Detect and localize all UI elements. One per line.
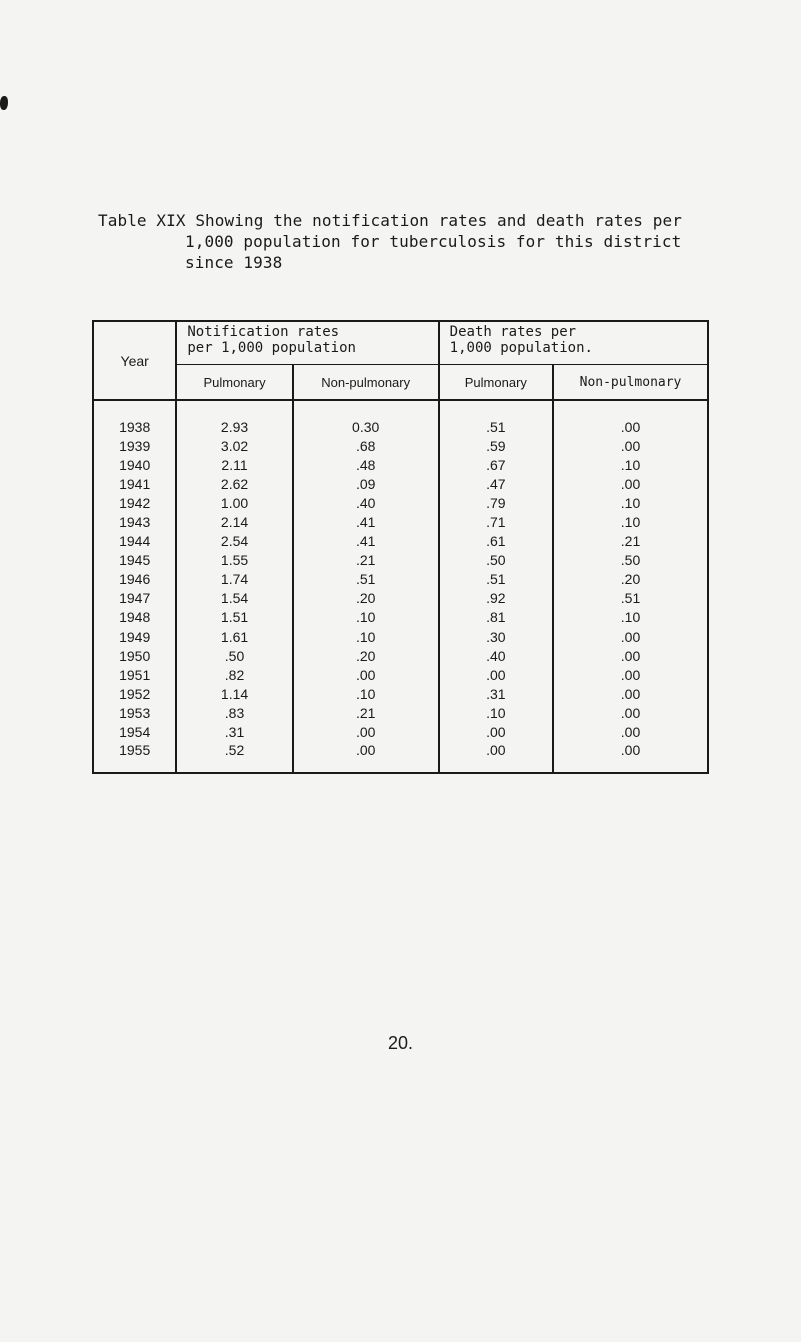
notif-pulmonary-cell: 1.51 — [176, 608, 292, 627]
table-row — [93, 627, 708, 646]
death-rates-header — [439, 321, 708, 365]
death-nonpulmonary-cell: .00 — [553, 627, 708, 646]
notif-pulmonary-cell: 1.74 — [176, 570, 292, 589]
year-cell: 1938 — [93, 417, 176, 436]
notif-pulmonary-cell: .31 — [176, 723, 292, 742]
notif-nonpulmonary-header: Non-pulmonary — [293, 365, 439, 401]
notification-header-line-2: per 1,000 population — [187, 340, 356, 356]
year-cell: 1942 — [93, 493, 176, 512]
death-nonpulmonary-cell: .00 — [553, 723, 708, 742]
page-number: 20. — [387, 1033, 414, 1053]
death-pulmonary-cell: .79 — [439, 493, 553, 512]
table-row — [93, 455, 708, 474]
tuberculosis-rates-table — [92, 320, 709, 774]
death-pulmonary-cell: .67 — [439, 455, 553, 474]
notif-nonpulmonary-cell: .41 — [293, 512, 439, 531]
death-pulmonary-cell: .81 — [439, 608, 553, 627]
year-cell: 1946 — [93, 570, 176, 589]
year-cell: 1945 — [93, 551, 176, 570]
notif-nonpulmonary-cell: .10 — [293, 627, 439, 646]
table-caption — [98, 210, 728, 273]
notif-nonpulmonary-cell: .09 — [293, 474, 439, 493]
year-cell: 1953 — [93, 703, 176, 722]
death-nonpulmonary-cell: .00 — [553, 684, 708, 703]
notif-nonpulmonary-cell: .00 — [293, 665, 439, 684]
notif-pulmonary-cell: 1.61 — [176, 627, 292, 646]
notif-pulmonary-cell: 1.00 — [176, 493, 292, 512]
notif-nonpulmonary-cell: .48 — [293, 455, 439, 474]
death-pulmonary-cell: .00 — [439, 665, 553, 684]
notif-nonpulmonary-cell: .00 — [293, 723, 439, 742]
notif-nonpulmonary-cell: .21 — [293, 703, 439, 722]
death-nonpulmonary-cell: .10 — [553, 455, 708, 474]
table-row — [93, 436, 708, 455]
year-cell: 1950 — [93, 646, 176, 665]
table-row — [93, 551, 708, 570]
scan-ink-mark — [0, 96, 8, 110]
notif-nonpulmonary-cell: .40 — [293, 493, 439, 512]
death-pulmonary-cell: .59 — [439, 436, 553, 455]
table-row — [93, 665, 708, 684]
notif-nonpulmonary-cell: .10 — [293, 684, 439, 703]
table-row — [93, 512, 708, 531]
table-row — [93, 417, 708, 436]
table-row — [93, 723, 708, 742]
table-row — [93, 646, 708, 665]
table-row — [93, 684, 708, 703]
notification-header-line-1: Notification rates — [187, 324, 340, 340]
year-cell: 1955 — [93, 742, 176, 773]
table-row — [93, 532, 708, 551]
death-nonpulmonary-cell: .20 — [553, 570, 708, 589]
death-nonpulmonary-cell: .00 — [553, 436, 708, 455]
death-pulmonary-cell: .51 — [439, 570, 553, 589]
death-pulmonary-cell: .51 — [439, 417, 553, 436]
death-nonpulmonary-cell: .10 — [553, 512, 708, 531]
notif-nonpulmonary-cell: .68 — [293, 436, 439, 455]
notif-nonpulmonary-cell: .51 — [293, 570, 439, 589]
table-row — [93, 608, 708, 627]
death-pulmonary-cell: .10 — [439, 703, 553, 722]
death-pulmonary-cell: .50 — [439, 551, 553, 570]
notif-nonpulmonary-cell: .20 — [293, 589, 439, 608]
notification-rates-header — [176, 321, 438, 365]
death-nonpulmonary-cell: .50 — [553, 551, 708, 570]
notif-pulmonary-cell: 2.11 — [176, 455, 292, 474]
notif-pulmonary-cell: 3.02 — [176, 436, 292, 455]
year-cell: 1944 — [93, 532, 176, 551]
death-nonpulmonary-cell: .10 — [553, 493, 708, 512]
death-nonpulmonary-cell: .00 — [553, 703, 708, 722]
death-nonpulmonary-cell: .10 — [553, 608, 708, 627]
death-nonpulmonary-header: Non-pulmonary — [553, 365, 708, 401]
death-nonpulmonary-cell: .51 — [553, 589, 708, 608]
death-nonpulmonary-cell: .00 — [553, 742, 708, 773]
death-pulmonary-cell: .00 — [439, 742, 553, 773]
year-cell: 1941 — [93, 474, 176, 493]
death-header-line-2: 1,000 population. — [449, 340, 593, 356]
notif-pulmonary-cell: .50 — [176, 646, 292, 665]
death-pulmonary-cell: .61 — [439, 532, 553, 551]
caption-line-2: 1,000 population for tuberculosis for this district — [185, 232, 682, 251]
year-cell: 1947 — [93, 589, 176, 608]
table-row — [93, 474, 708, 493]
death-nonpulmonary-cell: .00 — [553, 665, 708, 684]
year-column-header: Year — [93, 321, 176, 400]
death-pulmonary-cell: .71 — [439, 512, 553, 531]
notif-pulmonary-cell: .52 — [176, 742, 292, 773]
notif-pulmonary-cell: 2.93 — [176, 417, 292, 436]
death-pulmonary-cell: .30 — [439, 627, 553, 646]
notif-nonpulmonary-cell: 0.30 — [293, 417, 439, 436]
death-nonpulmonary-cell: .00 — [553, 474, 708, 493]
table-row — [93, 742, 708, 773]
year-cell: 1951 — [93, 665, 176, 684]
year-cell: 1954 — [93, 723, 176, 742]
notif-pulmonary-cell: 1.14 — [176, 684, 292, 703]
notif-nonpulmonary-cell: .10 — [293, 608, 439, 627]
notif-pulmonary-cell: 1.55 — [176, 551, 292, 570]
notif-nonpulmonary-cell: .20 — [293, 646, 439, 665]
year-cell: 1949 — [93, 627, 176, 646]
spacer-row — [93, 400, 708, 417]
table-row — [93, 493, 708, 512]
death-pulmonary-cell: .92 — [439, 589, 553, 608]
notif-pulmonary-cell: 2.62 — [176, 474, 292, 493]
notif-pulmonary-header: Pulmonary — [176, 365, 292, 401]
death-pulmonary-cell: .40 — [439, 646, 553, 665]
death-nonpulmonary-cell: .00 — [553, 417, 708, 436]
notif-pulmonary-cell: 2.54 — [176, 532, 292, 551]
notif-pulmonary-cell: 2.14 — [176, 512, 292, 531]
death-header-line-1: Death rates per — [449, 324, 577, 340]
caption-line-1: Table XIX Showing the notification rates and death rates per — [98, 211, 682, 230]
notif-nonpulmonary-cell: .00 — [293, 742, 439, 773]
notif-nonpulmonary-cell: .21 — [293, 551, 439, 570]
death-pulmonary-cell: .31 — [439, 684, 553, 703]
death-pulmonary-cell: .47 — [439, 474, 553, 493]
death-pulmonary-header: Pulmonary — [439, 365, 553, 401]
year-cell: 1952 — [93, 684, 176, 703]
table-row — [93, 589, 708, 608]
table-row — [93, 570, 708, 589]
notif-pulmonary-cell: 1.54 — [176, 589, 292, 608]
year-cell: 1940 — [93, 455, 176, 474]
death-nonpulmonary-cell: .00 — [553, 646, 708, 665]
year-cell: 1943 — [93, 512, 176, 531]
death-nonpulmonary-cell: .21 — [553, 532, 708, 551]
notif-nonpulmonary-cell: .41 — [293, 532, 439, 551]
notif-pulmonary-cell: .83 — [176, 703, 292, 722]
notif-pulmonary-cell: .82 — [176, 665, 292, 684]
caption-line-3: since 1938 — [185, 253, 283, 272]
year-cell: 1948 — [93, 608, 176, 627]
year-cell: 1939 — [93, 436, 176, 455]
table-row — [93, 703, 708, 722]
death-pulmonary-cell: .00 — [439, 723, 553, 742]
